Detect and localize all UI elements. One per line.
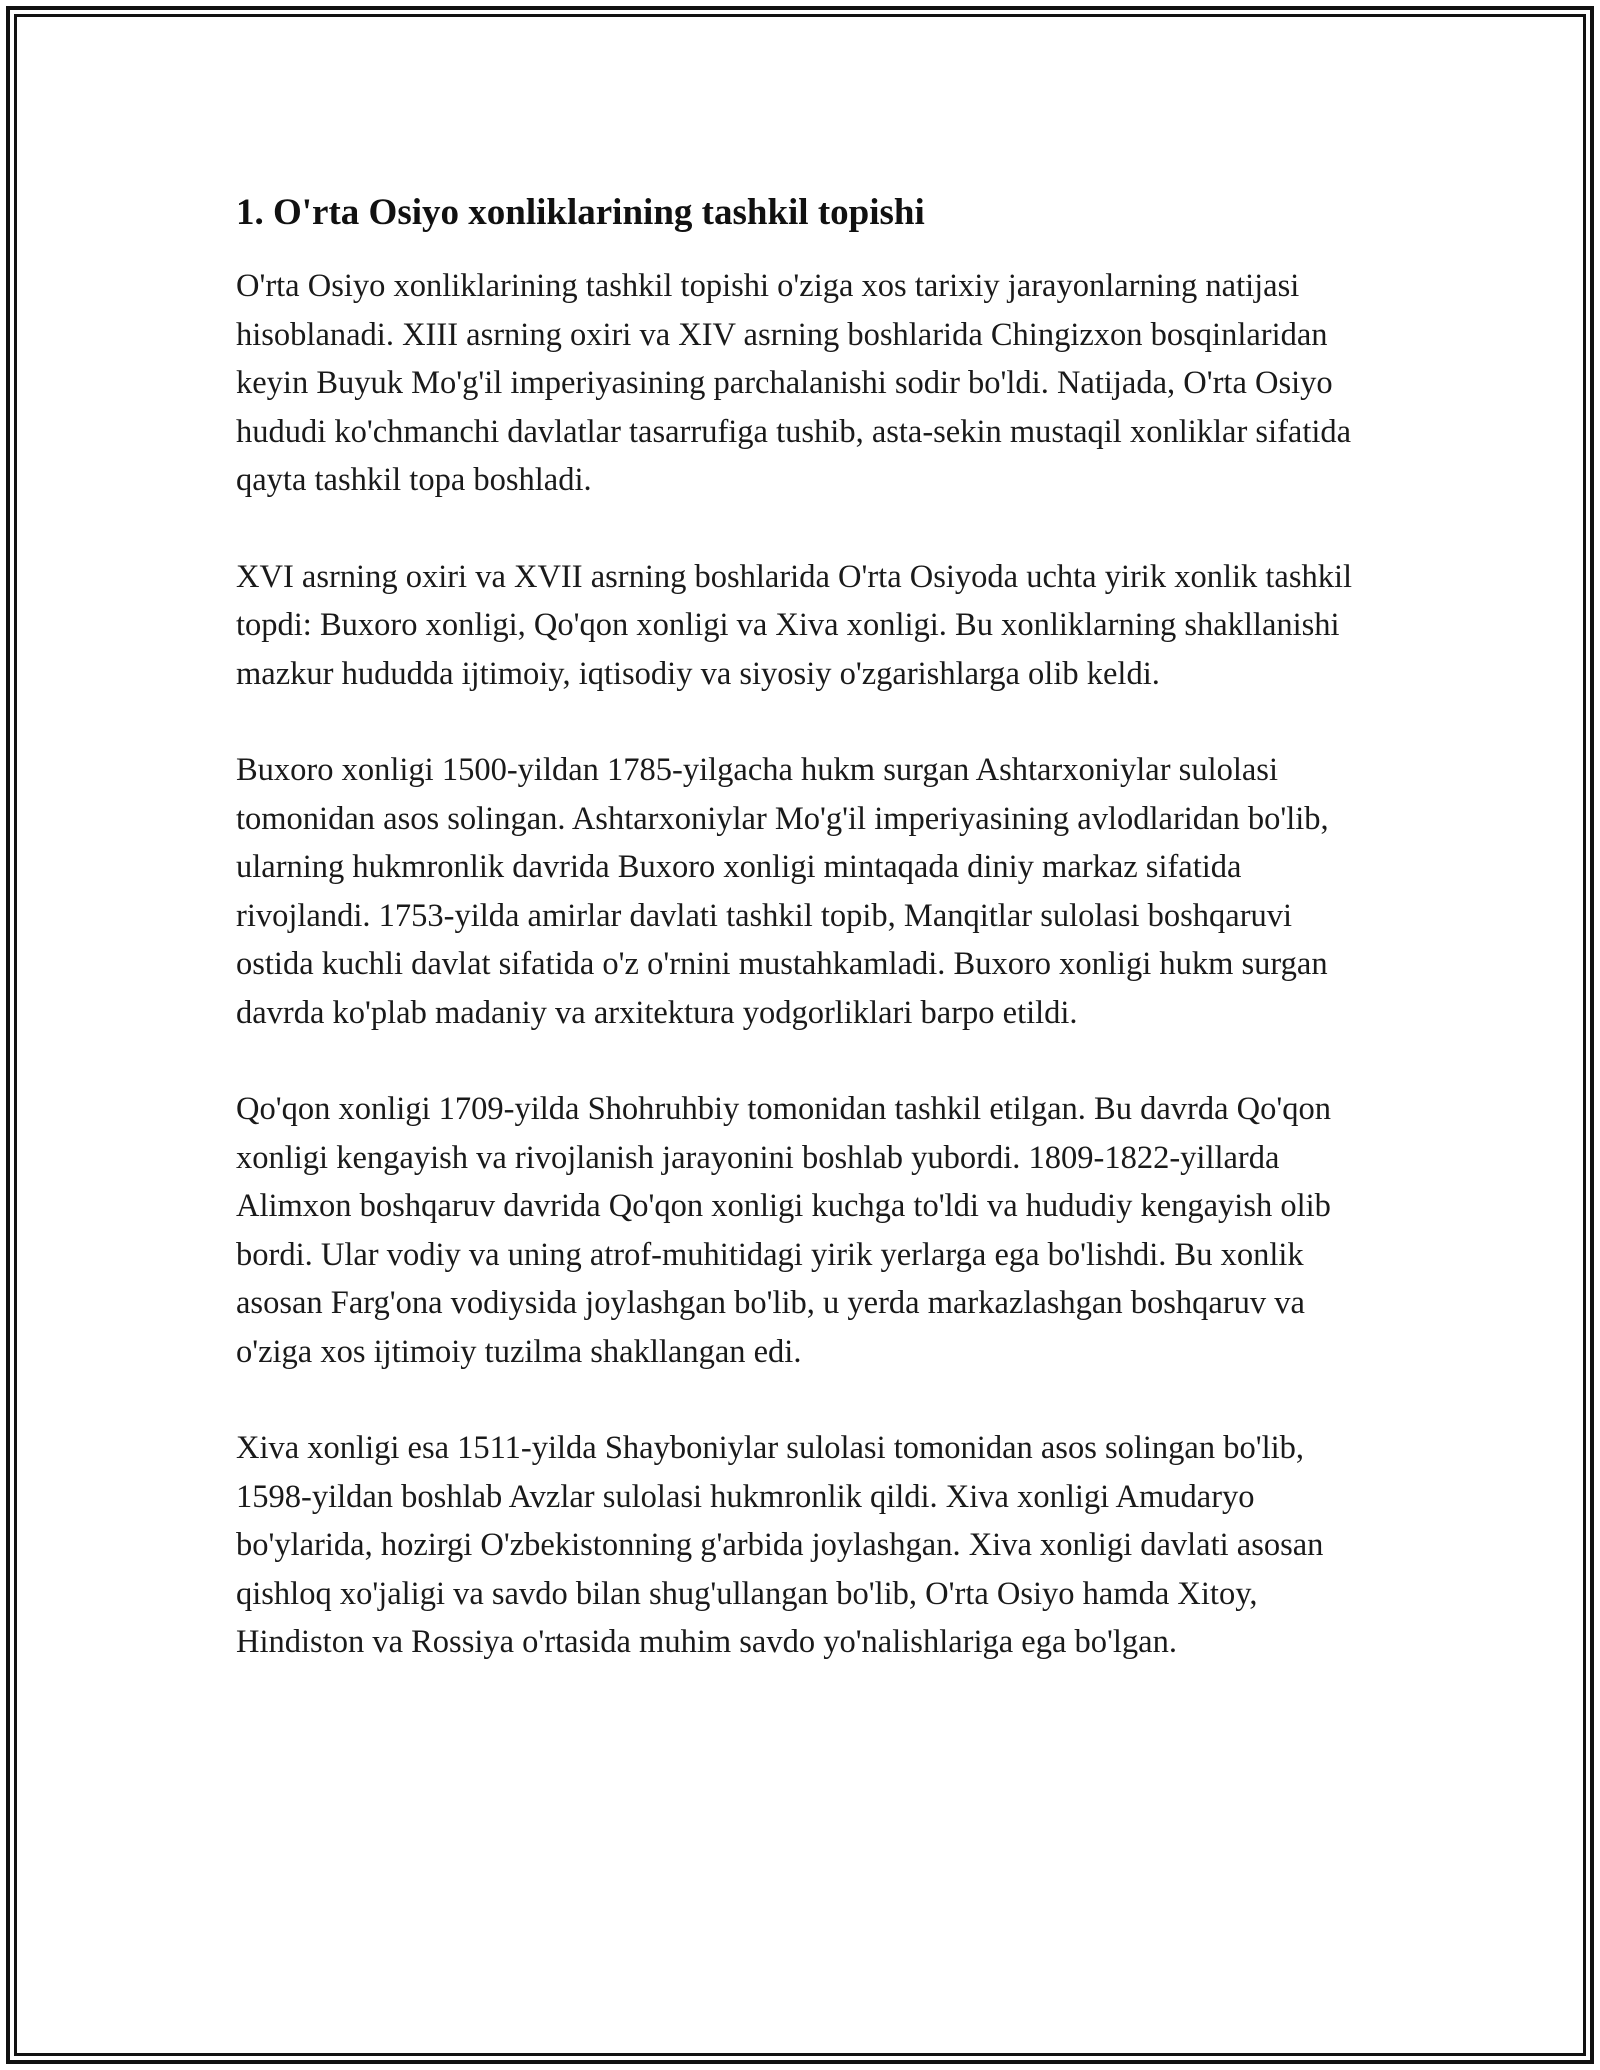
paragraph-bukhara: Buxoro xonligi 1500-yildan 1785-yilgacha hukm surgan Ashtarxoniylar sulolasi tomonidan asos solingan. Ashtarxoniylar Mo'g'il imperiyasining avlodlaridan bo'lib, ularning hukmronlik davrida Buxoro xonligi mintaqada diniy markaz sifatida rivojlandi. 1753-yilda amirlar davlati tashkil topib, Manqitlar sulolasi boshqaruvi ostida kuchli davlat sifatida o'z o'rnini mustahkamladi. Buxoro xonligi hukm surgan davrda ko'plab madaniy va arxitektura yodgorliklari barpo etildi. xyxy=(236,752,1329,1031)
section-title: 1. O'rta Osiyo xonliklarining tashkil topishi xyxy=(236,192,925,233)
document-body xyxy=(236,186,1366,1667)
paragraph-intro: O'rta Osiyo xonliklarining tashkil topishi o'ziga xos tarixiy jarayonlarning natijasi hisoblanadi. XIII asrning oxiri va XIV asrning boshlarida Chingizxon bosqinlaridan keyin Buyuk Mo'g'il imperiyasining parchalanishi sodir bo'ldi. Natijada, O'rta Osiyo hududi ko'chmanchi davlatlar tasarrufiga tushib, asta-sekin mustaqil xonliklar sifatida qayta tashkil topa boshladi. xyxy=(236,268,1352,498)
paragraph-kokand: Qo'qon xonligi 1709-yilda Shohruhbiy tomonidan tashkil etilgan. Bu davrda Qo'qon xonligi kengayish va rivojlanish jarayonini boshlab yubordi. 1809-1822-yillarda Alimxon boshqaruv davrida Qo'qon xonligi kuchga to'ldi va hududiy kengayish olib bordi. Ular vodiy va uning atrof-muhitidagi yirik yerlarga ega bo'lishdi. Bu xonlik asosan Farg'ona vodiysida joylashgan bo'lib, u yerda markazlashgan boshqaruv va o'ziga xos ijtimoiy tuzilma shakllangan edi. xyxy=(236,1091,1331,1370)
paragraph-khiva: Xiva xonligi esa 1511-yilda Shayboniylar sulolasi tomonidan asos solingan bo'lib, 1598-yildan boshlab Avzlar sulolasi hukmronlik qildi. Xiva xonligi Amudaryo bo'ylarida, hozirgi O'zbekistonning g'arbida joylashgan. Xiva xonligi davlati asosan qishloq xo'jaligi va savdo bilan shug'ullangan bo'lib, O'rta Osiyo hamda Xitoy, Hindiston va Rossiya o'rtasida muhim savdo yo'nalishlariga ega bo'lgan. xyxy=(236,1430,1324,1660)
paragraph-three-khanates: XVI asrning oxiri va XVII asrning boshlarida O'rta Osiyoda uchta yirik xonlik tashkil topdi: Buxoro xonligi, Qo'qon xonligi va Xiva xonligi. Bu xonliklarning shakllanishi mazkur hududda ijtimoiy, iqtisodiy va siyosiy o'zgarishlarga olib keldi. xyxy=(236,558,1353,692)
